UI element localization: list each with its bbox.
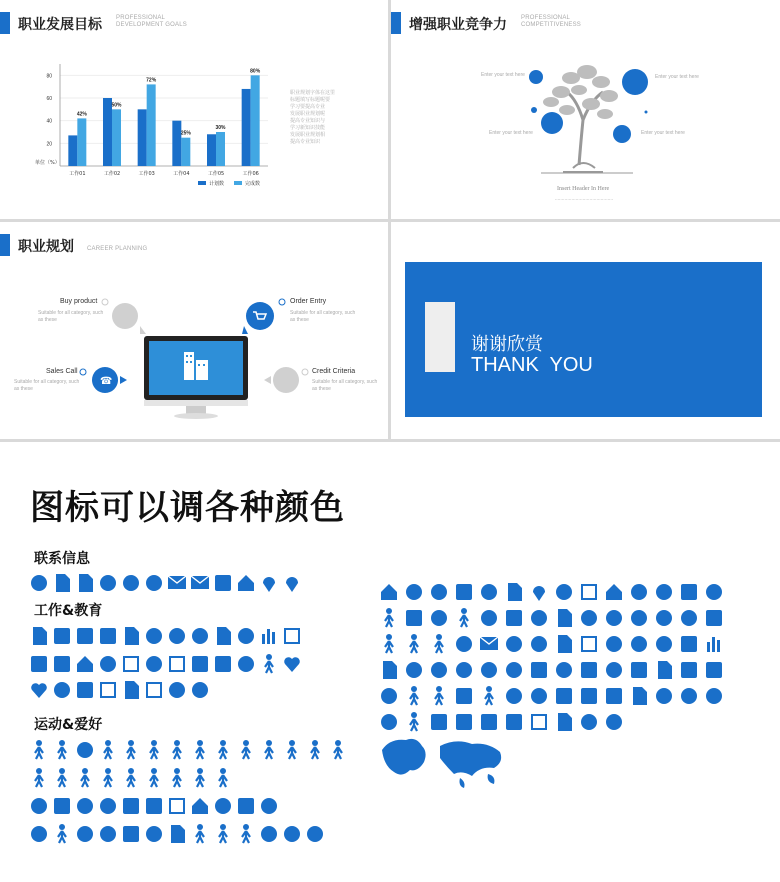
data-label: 30% (215, 125, 226, 131)
desc-line: 标题填写标题呢要 (290, 97, 331, 103)
square-icon (681, 662, 697, 678)
square-icon (581, 688, 597, 704)
circle-icon (606, 636, 622, 652)
square-icon (631, 662, 647, 678)
sport-icons-row-2 (30, 766, 370, 790)
circle-icon (215, 798, 231, 814)
person-icon (173, 740, 181, 759)
bar (172, 121, 181, 166)
y-tick-label: 80 (46, 73, 52, 80)
person-icon (196, 740, 204, 759)
doc-icon (217, 627, 231, 645)
slide-title: 职业发展目标 (18, 17, 102, 33)
person-icon (219, 740, 227, 759)
note-order: Suitable for all category, such as these (290, 310, 356, 323)
circle-icon (192, 682, 208, 698)
thumbs-up-icon (112, 303, 138, 329)
y-tick-label: 60 (46, 96, 52, 102)
caption-body: .......................................... (554, 196, 614, 202)
thank-you-panel (405, 262, 762, 417)
sport-icons-row-4 (30, 822, 370, 846)
circle-icon (238, 656, 254, 672)
white-accent-block (425, 302, 455, 372)
bar (251, 75, 260, 166)
label-sales-call: Sales Call (46, 368, 78, 375)
work-icons-row-3 (30, 678, 370, 702)
person-icon (242, 740, 250, 759)
square-icon (100, 628, 116, 644)
desc-line: 发展职业规划相 (290, 132, 326, 138)
cart-icon (246, 302, 274, 330)
house-icon (192, 798, 208, 814)
circle-icon (54, 682, 70, 698)
legend-label: 计划数 (209, 181, 225, 187)
person-icon (460, 608, 468, 627)
square-icon (215, 575, 231, 591)
dot (645, 111, 648, 114)
person-icon (385, 634, 393, 653)
heart-icon (284, 657, 300, 672)
work-icons-row-2 (30, 652, 370, 676)
circle-icon (656, 584, 672, 600)
square-icon (215, 656, 231, 672)
note-top-right: Enter your text here (655, 74, 699, 80)
person-icon (58, 768, 66, 787)
house-icon (381, 584, 397, 600)
person-icon (81, 768, 89, 787)
person-icon (35, 740, 43, 759)
doc-icon (658, 661, 672, 679)
doc-icon (125, 627, 139, 645)
x-tick-label: 工作04 (173, 171, 190, 177)
china-map-icon (382, 739, 426, 775)
thanks-cn: 谢谢欣赏 (471, 334, 543, 355)
square-icon (456, 584, 472, 600)
circle-icon (606, 662, 622, 678)
person-icon (435, 634, 443, 653)
doc-icon (33, 627, 47, 645)
outline-icon (532, 715, 546, 729)
sport-icons-row-3 (30, 794, 370, 818)
circle-icon (307, 826, 323, 842)
circle-icon (631, 610, 647, 626)
x-tick-label: 工作03 (138, 171, 155, 177)
circle-icon (506, 688, 522, 704)
planning-diagram (0, 222, 388, 439)
bar (242, 89, 251, 166)
slide-title: 增强职业竞争力 (409, 17, 507, 33)
circle-icon (581, 610, 597, 626)
label-order-entry: Order Entry (290, 298, 327, 305)
data-label: 50% (111, 102, 122, 109)
label-credit-criteria: Credit Criteria (312, 368, 356, 375)
person-icon (334, 740, 342, 759)
circle-icon (146, 575, 162, 591)
slide-subtitle: CAREER PLANNING (87, 246, 148, 252)
house-icon (238, 575, 254, 591)
circle-icon (169, 682, 185, 698)
data-label: 80% (250, 68, 261, 75)
circle-icon (706, 688, 722, 704)
monitor-stand (186, 406, 206, 414)
bar (68, 135, 77, 166)
icon-sheet-heading: 图标可以调各种颜色 (30, 488, 345, 528)
circle-icon (238, 628, 254, 644)
slide-thank-you (391, 222, 780, 439)
desc-line: 提高专业知识 (290, 139, 321, 145)
circle-icon (77, 826, 93, 842)
note-top-left: Enter your text here (481, 72, 525, 78)
circle-icon (606, 610, 622, 626)
section-sport: 运动&爱好 (34, 717, 103, 733)
square-icon (606, 688, 622, 704)
outline-icon (170, 657, 184, 671)
doc-icon (508, 583, 522, 601)
circle-icon (146, 826, 162, 842)
square-icon (456, 688, 472, 704)
x-tick-label: 工作01 (69, 171, 86, 177)
work-icons-row-1 (30, 624, 370, 648)
circle-icon (431, 662, 447, 678)
person-icon (288, 740, 296, 759)
square-icon (706, 662, 722, 678)
monitor-chin (144, 400, 248, 406)
outline-icon (582, 637, 596, 651)
continents-map-icon (440, 741, 501, 776)
note-sales: Suitable for all category, such as these (14, 379, 80, 392)
subtitle-line-1: PROFESSIONAL (116, 15, 166, 21)
data-label: 25% (180, 130, 191, 137)
data-label: 42% (76, 111, 87, 118)
svg-text:☎: ☎ (100, 376, 113, 387)
note-bottom-left: Enter your text here (489, 130, 533, 136)
dot (613, 125, 631, 143)
dot (529, 70, 543, 84)
person-icon (35, 768, 43, 787)
circle-icon (556, 584, 572, 600)
monitor-base (174, 413, 218, 419)
desc-line: 职业规划字体在这里 (290, 90, 336, 96)
square-icon (681, 584, 697, 600)
circle-icon (681, 688, 697, 704)
person-icon (410, 634, 418, 653)
circle-icon (581, 714, 597, 730)
person-icon (385, 608, 393, 627)
circle-icon (77, 742, 93, 758)
square-icon (581, 662, 597, 678)
contact-icons (30, 571, 370, 595)
person-icon (311, 740, 319, 759)
circle-icon (123, 575, 139, 591)
person-icon (58, 824, 66, 843)
person-icon (485, 686, 493, 705)
section-work: 工作&教育 (34, 603, 103, 619)
slide-career-planning (0, 222, 388, 439)
square-icon (531, 662, 547, 678)
circle-icon (656, 688, 672, 704)
y-axis-label: 单位（%） (35, 160, 60, 166)
circle-icon (406, 662, 422, 678)
bar (112, 109, 121, 166)
person-icon (104, 740, 112, 759)
circle-icon (431, 584, 447, 600)
person-icon (127, 768, 135, 787)
circle-icon (31, 798, 47, 814)
person-icon (196, 768, 204, 787)
mail-icon (191, 576, 209, 589)
heart-icon (31, 683, 47, 698)
square-icon (506, 610, 522, 626)
square-icon (192, 656, 208, 672)
circle-icon (100, 826, 116, 842)
desc-line: 学习要提高专业 (290, 104, 326, 110)
circle-icon (456, 662, 472, 678)
square-icon (77, 628, 93, 644)
y-tick-label: 20 (46, 141, 52, 148)
square-icon (681, 636, 697, 652)
person-icon (219, 824, 227, 843)
outline-icon (124, 657, 138, 671)
house-icon (77, 656, 93, 672)
person-icon (265, 740, 273, 759)
circle-icon (77, 798, 93, 814)
circle-icon (31, 575, 47, 591)
dot (622, 69, 648, 95)
circle-icon (192, 628, 208, 644)
bar (181, 138, 190, 166)
card-icon (273, 367, 299, 393)
dot (541, 112, 563, 134)
doc-icon (383, 661, 397, 679)
thanks-en: THANK YOU (471, 354, 593, 376)
circle-icon (406, 584, 422, 600)
circle-icon (100, 798, 116, 814)
person-icon (150, 768, 158, 787)
circle-icon (431, 610, 447, 626)
desc-line: 提高专业知识与 (290, 118, 326, 124)
circle-icon (656, 610, 672, 626)
circle-icon (100, 575, 116, 591)
person-icon (410, 712, 418, 731)
person-icon (196, 824, 204, 843)
bars-icon (262, 629, 275, 644)
mail-icon (168, 576, 186, 589)
outline-icon (101, 683, 115, 697)
bar (77, 118, 86, 166)
outline-icon (285, 629, 299, 643)
note-credit: Suitable for all category, such as these (312, 379, 378, 392)
desc-line: 发展职业规划呢 (290, 111, 326, 117)
circle-icon (531, 636, 547, 652)
person-icon (127, 740, 135, 759)
outline-icon (170, 799, 184, 813)
slide-development-goals (0, 0, 388, 219)
subtitle-line-2: DEVELOPMENT GOALS (116, 22, 187, 28)
data-label: 72% (146, 77, 157, 84)
bar (147, 84, 156, 166)
circle-icon (146, 656, 162, 672)
doc-icon (558, 609, 572, 627)
circle-icon (631, 584, 647, 600)
bars-icon (707, 637, 720, 652)
legend-swatch (198, 181, 206, 185)
person-icon (58, 740, 66, 759)
circle-icon (381, 688, 397, 704)
square-icon (506, 714, 522, 730)
slide-icon-sheet (0, 442, 780, 882)
square-icon (54, 628, 70, 644)
circle-icon (506, 662, 522, 678)
bar (216, 132, 225, 166)
pin-icon (286, 577, 298, 592)
doc-icon (56, 574, 70, 592)
mail-icon (480, 637, 498, 650)
person-icon (173, 768, 181, 787)
chart-description (290, 90, 358, 146)
doc-icon (558, 635, 572, 653)
square-icon (406, 610, 422, 626)
person-icon (242, 824, 250, 843)
circle-icon (656, 636, 672, 652)
circle-icon (506, 636, 522, 652)
note-bottom-right: Enter your text here (641, 130, 685, 136)
subtitle-line-2: COMPETITIVENESS (521, 22, 582, 28)
section-contact: 联系信息 (34, 551, 90, 567)
desc-line: 学习新知识技能 (290, 125, 326, 131)
outline-icon (582, 585, 596, 599)
slide-competitiveness (391, 0, 780, 219)
outline-icon (147, 683, 161, 697)
circle-icon (531, 610, 547, 626)
person-icon (265, 654, 273, 673)
square-icon (31, 656, 47, 672)
circle-icon (100, 656, 116, 672)
circle-icon (481, 584, 497, 600)
circle-icon (261, 798, 277, 814)
square-icon (123, 798, 139, 814)
circle-icon (381, 714, 397, 730)
x-tick-label: 工作06 (242, 171, 259, 177)
world-map-icon (376, 732, 516, 792)
circle-icon (146, 628, 162, 644)
doc-icon (171, 825, 185, 843)
house-icon (606, 584, 622, 600)
label-buy-product: Buy product (60, 298, 98, 305)
doc-icon (125, 681, 139, 699)
person-icon (104, 768, 112, 787)
doc-icon (79, 574, 93, 592)
square-icon (54, 798, 70, 814)
square-icon (706, 610, 722, 626)
pin-icon (533, 586, 545, 601)
person-icon (219, 768, 227, 787)
legend-swatch (234, 181, 242, 185)
square-icon (54, 656, 70, 672)
square-icon (238, 798, 254, 814)
square-icon (456, 714, 472, 730)
doc-icon (558, 713, 572, 731)
doc-icon (633, 687, 647, 705)
y-tick-label: 40 (46, 118, 52, 125)
square-icon (556, 688, 572, 704)
note-buy: Suitable for all category, such as these (38, 310, 104, 323)
square-icon (431, 714, 447, 730)
circle-icon (481, 610, 497, 626)
circle-icon (681, 610, 697, 626)
legend-label: 完成数 (245, 181, 261, 187)
square-icon (146, 798, 162, 814)
slide-title: 职业规划 (18, 239, 74, 255)
circle-icon (631, 636, 647, 652)
circle-icon (169, 628, 185, 644)
square-icon (77, 682, 93, 698)
circle-icon (284, 826, 300, 842)
circle-icon (706, 584, 722, 600)
x-tick-label: 工作05 (207, 171, 225, 177)
sport-icons-row-1 (30, 738, 370, 762)
dot (531, 107, 537, 113)
square-icon (481, 714, 497, 730)
circle-icon (261, 826, 277, 842)
tree-caption: Insert Header In Here (557, 186, 610, 192)
circle-icon (456, 636, 472, 652)
person-icon (150, 740, 158, 759)
square-icon (123, 826, 139, 842)
bar (207, 134, 216, 166)
person-icon (435, 686, 443, 705)
x-tick-label: 工作02 (103, 171, 121, 177)
circle-icon (31, 826, 47, 842)
subtitle-line-1: PROFESSIONAL (521, 15, 571, 21)
circle-icon (531, 688, 547, 704)
person-icon (410, 686, 418, 705)
pin-icon (263, 577, 275, 592)
circle-icon (606, 714, 622, 730)
circle-icon (556, 662, 572, 678)
circle-icon (481, 662, 497, 678)
bar (138, 109, 147, 166)
